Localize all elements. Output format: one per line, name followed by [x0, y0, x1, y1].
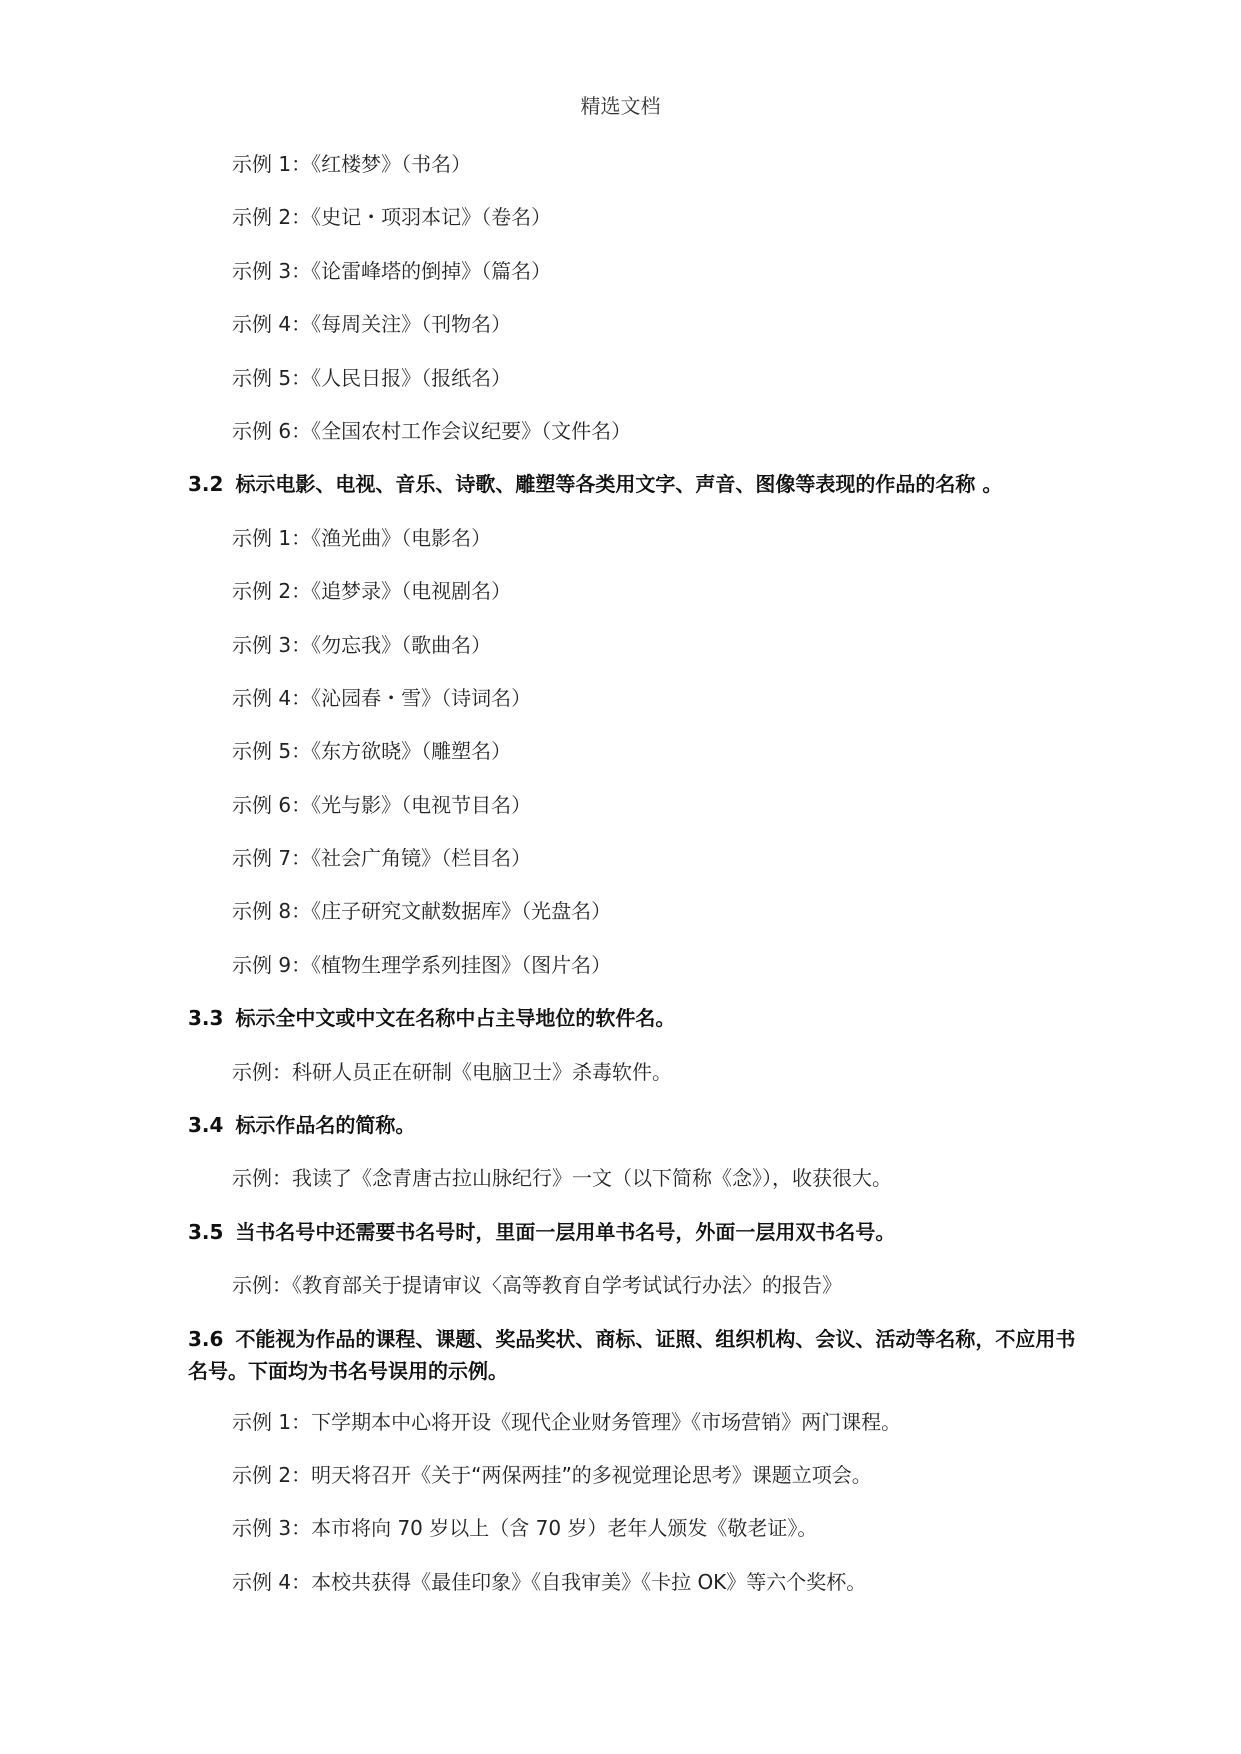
section-title: 标示电影、电视、音乐、诗歌、雕塑等各类用文字、声音、图像等表现的作品的名称 。 — [235, 472, 1003, 497]
example-item: 示例 7：《社会广角镜》（栏目名） — [232, 846, 532, 871]
example-item: 示例 5：《东方欲晓》（雕塑名） — [232, 739, 512, 764]
example-item: 示例 3：本市将向 70 岁以上（含 70 岁）老年人颁发《敬老证》。 — [232, 1516, 818, 1541]
example-item: 示例 9：《植物生理学系列挂图》（图片名） — [232, 952, 612, 977]
section-heading-3-4 — [188, 1111, 1088, 1164]
example-item: 示例 4：《沁园春・雪》（诗词名） — [232, 685, 532, 710]
example-item: 示例 6：《光与影》（电视节目名） — [232, 792, 532, 817]
section-title: 标示全中文或中文在名称中占主导地位的软件名。 — [235, 1006, 676, 1031]
example-item: 示例 4：《每周关注》（刊物名） — [232, 312, 512, 337]
section-number: 3.4 — [188, 1113, 224, 1138]
section-number: 3.5 — [188, 1219, 224, 1244]
section-title: 不能视为作品的课程、课题、奖品奖状、商标、证照、组织机构、会议、活动等名称，不应用书名号。下面均为书名号误用的示例。 — [188, 1326, 1076, 1383]
example-item: 示例 8：《庄子研究文献数据库》（光盘名） — [232, 899, 612, 924]
section-number: 3.2 — [188, 472, 224, 497]
section-number: 3.3 — [188, 1006, 224, 1031]
example-item: 示例 3：《勿忘我》（歌曲名） — [232, 632, 492, 657]
section-heading-3-5 — [188, 1218, 1088, 1271]
example-item: 示例：科研人员正在研制《电脑卫士》杀毒软件。 — [232, 1059, 672, 1084]
example-item: 示例 2：《史记・项羽本记》（卷名） — [232, 205, 552, 230]
example-item: 示例：我读了《念青唐古拉山脉纪行》一文（以下简称《念》），收获很大。 — [232, 1166, 892, 1191]
example-item: 示例 6：《全国农村工作会议纪要》（文件名） — [232, 418, 632, 443]
section-heading-3-6 — [188, 1323, 1088, 1387]
page-header: 精选文档 — [580, 94, 661, 118]
example-item: 示例 2：《追梦录》（电视剧名） — [232, 579, 512, 604]
section-number: 3.6 — [188, 1326, 224, 1351]
example-item: 示例 2：明天将召开《关于“两保两挂”的多视觉理论思考》课题立项会。 — [232, 1462, 872, 1487]
example-item: 示例 5：《人民日报》（报纸名） — [232, 365, 512, 390]
example-item: 示例：《教育部关于提请审议〈高等教育自学考试试行办法〉的报告》 — [232, 1273, 842, 1298]
example-item: 示例 1：《渔光曲》（电影名） — [232, 525, 492, 550]
example-item: 示例 1：《红楼梦》（书名） — [232, 152, 472, 176]
example-item: 示例 3：《论雷峰塔的倒掉》（篇名） — [232, 258, 552, 283]
section-title: 标示作品名的简称。 — [235, 1113, 416, 1138]
example-item: 示例 4：本校共获得《最佳印象》《自我审美》《卡拉 OK》等六个奖杯。 — [232, 1569, 867, 1594]
section-title: 当书名号中还需要书名号时，里面一层用单书名号，外面一层用双书名号。 — [235, 1219, 896, 1244]
section-heading-3-3 — [188, 1004, 1088, 1057]
document-body — [188, 150, 1088, 1621]
section-heading-3-2 — [188, 470, 1088, 523]
example-item: 示例 1：下学期本中心将开设《现代企业财务管理》《市场营销》两门课程。 — [232, 1409, 902, 1434]
